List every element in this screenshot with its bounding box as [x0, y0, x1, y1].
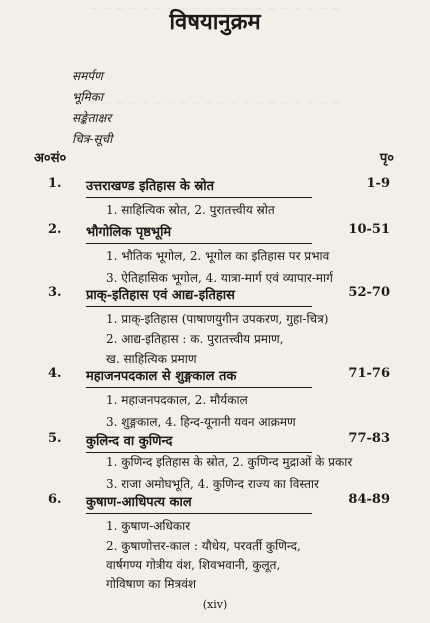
chapter-subtopic: 1. कुणिन्द इतिहास के स्रोत, 2. कुणिन्द मुद्राओं के प्रकार: [106, 455, 353, 469]
chapter-pages: 52-70: [348, 285, 390, 300]
page-number: (xiv): [202, 598, 228, 611]
chapter-title: प्राक्-इतिहास एवं आद्य-इतिहास: [86, 288, 235, 303]
chapter-rule: [86, 387, 312, 388]
chapter-title: कुलिन्द वा कुणिन्द: [86, 434, 173, 449]
page-title: विषयानुक्रम: [169, 9, 261, 35]
chapter-pages: 77-83: [348, 431, 390, 446]
front-matter-item: समर्पण: [72, 69, 103, 83]
chapter-subtopic: 3. शुङ्गकाल, 4. हिन्द-यूनानी यवन आक्रमण: [106, 415, 296, 429]
chapter-subtopic: 2. कुषाणोत्तर-काल : यौधेय, परवर्ती कुणिन्द,: [106, 539, 301, 553]
chapter-title: महाजनपदकाल से शुङ्गकाल तक: [86, 369, 237, 384]
chapter-entry: [0, 285, 430, 366]
chapter-subtopic: 3. ऐतिहासिक भूगोल, 4. यात्रा-मार्ग एवं व्यापार-मार्ग: [106, 271, 333, 285]
chapter-subtopic: ख. साहित्यिक प्रमाण: [106, 352, 197, 366]
chapter-subtopic: 1. प्राक्-इतिहास (पाषाणयुगीन उपकरण, गुहा-चित्र): [106, 312, 329, 326]
bleed-through-text: ~ ~ ~ ~ ~ ~ ~ ~ ~ ~ ~ ~ ~ ~ ~ ~ ~ ~ ~ ~: [89, 2, 341, 15]
chapter-number: 1.: [48, 176, 62, 191]
chapter-subtopic: 1. कुषाण-अधिकार: [106, 519, 191, 533]
front-matter-list: [72, 66, 112, 150]
chapter-number-header: अ०सं०: [34, 151, 67, 166]
chapter-number: 5.: [48, 431, 62, 446]
chapter-rule: [86, 513, 312, 514]
chapter-number: 3.: [48, 285, 62, 300]
chapter-title: उत्तराखण्ड इतिहास के स्रोत: [86, 179, 215, 194]
chapter-subtopic: 3. राजा अमोघभूति, 4. कुणिन्द राज्य का विस्तार: [106, 477, 319, 491]
chapter-subtopic: 1. महाजनपदकाल, 2. मौर्यकाल: [106, 393, 248, 407]
chapter-title: कुषाण-आधिपत्य काल: [86, 495, 192, 510]
chapter-subtopic: 2. आद्य-इतिहास : क. पुरातत्त्वीय प्रमाण,: [106, 332, 284, 346]
chapter-subtopic: 1. साहित्यिक स्रोत, 2. पुरातत्त्वीय स्रोत: [106, 203, 275, 217]
chapter-rule: [86, 197, 312, 198]
chapter-entry: [0, 366, 430, 436]
front-matter-item: चित्र-सूची: [72, 132, 113, 146]
front-matter-item: सङ्केताक्षर: [72, 111, 112, 125]
chapter-title: भौगोलिक पृष्ठभूमि: [86, 225, 172, 240]
chapter-entry: [0, 492, 430, 592]
chapter-pages: 84-89: [348, 492, 390, 507]
page-number-header: पृ०: [379, 151, 394, 166]
chapter-pages: 1-9: [366, 176, 390, 191]
chapter-entry: [0, 222, 430, 292]
chapter-number: 2.: [48, 222, 62, 237]
bleed-through-text: ~ ~ ~ ~ ~ ~ ~ ~ ~ ~ ~ ~ ~ ~ ~ ~ ~ ~ ~ ~: [89, 96, 341, 109]
front-matter-item: भूमिका: [72, 90, 104, 104]
chapter-subtopic: वार्षगण्य गोत्रीय वंश, शिवभवानी, कुलूत,: [106, 558, 281, 572]
chapter-entry: [0, 431, 430, 501]
column-header: [34, 148, 394, 166]
chapter-number: 6.: [48, 492, 62, 507]
chapter-number: 4.: [48, 366, 62, 381]
chapter-subtopic: 1. भौतिक भूगोल, 2. भूगोल का इतिहास पर प्रभाव: [106, 249, 330, 263]
chapter-pages: 10-51: [348, 222, 390, 237]
chapter-subtopic: गोविषाण का मित्रवंश: [106, 577, 197, 591]
chapter-rule: [86, 243, 312, 244]
chapter-pages: 71-76: [348, 366, 390, 381]
chapter-rule: [86, 306, 312, 307]
